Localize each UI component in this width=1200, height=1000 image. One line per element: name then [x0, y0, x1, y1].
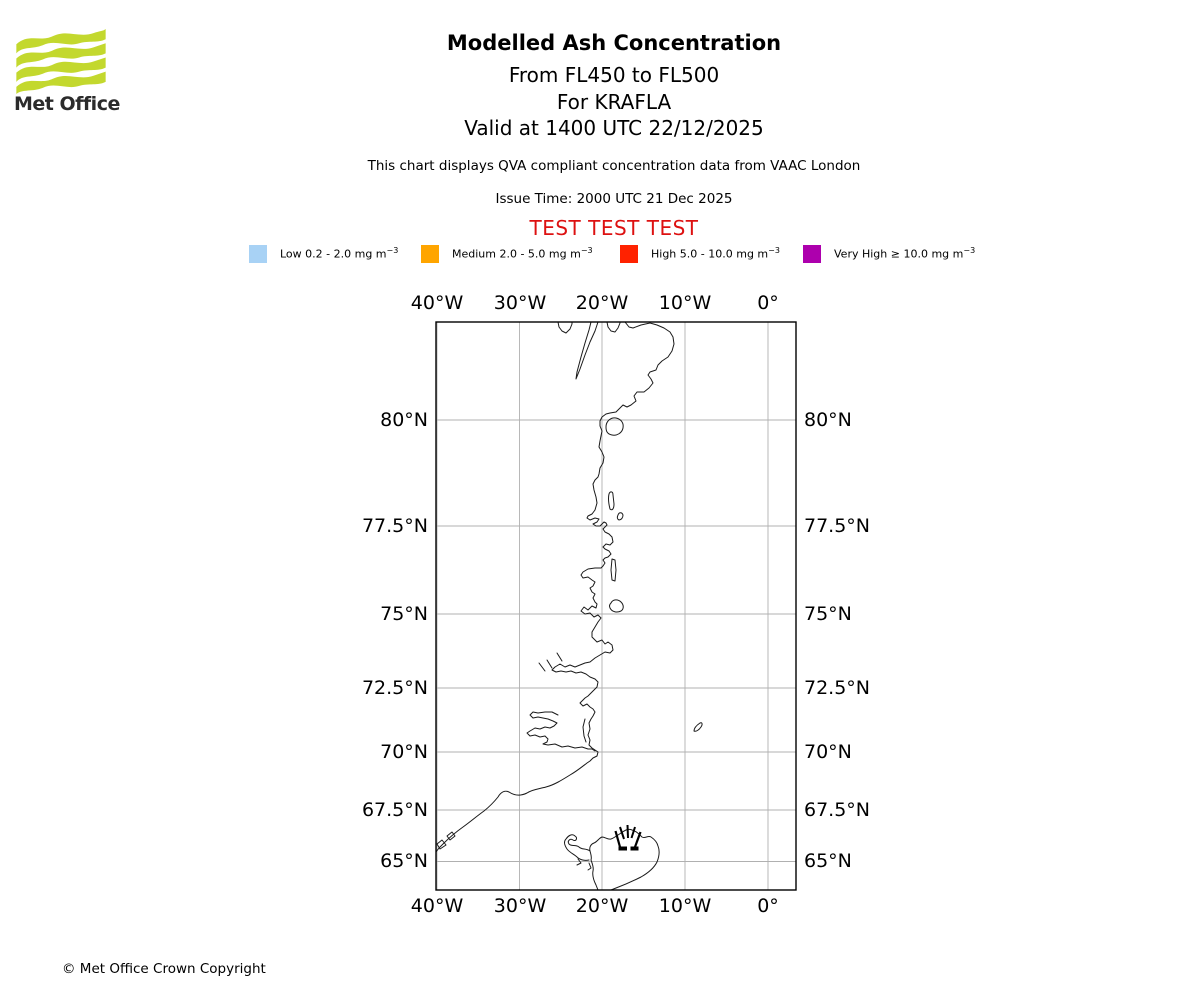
legend-label-very-high-sup: −3 [963, 246, 976, 256]
volcano-subtitle: For KRAFLA [556, 90, 672, 114]
graticule [436, 322, 796, 890]
lat-label-right-77-5n: 77.5°N [804, 515, 871, 537]
lat-label-right-70n: 70°N [804, 741, 852, 763]
sw-coast-edge [430, 852, 436, 856]
fjord-spike-2 [547, 660, 552, 668]
map [425, 315, 805, 900]
copyright-notice: © Met Office Crown Copyright [62, 961, 266, 977]
fjord-spike-1 [539, 663, 545, 671]
volcano-ray-right [632, 827, 636, 838]
high-swatch [620, 245, 638, 263]
lat-label-left-65n: 65°N [380, 850, 428, 872]
compliance-note: This chart displays QVA compliant concentration data from VAAC London [367, 158, 861, 174]
legend-item-low [249, 244, 398, 263]
page-title: Modelled Ash Concentration [446, 31, 782, 55]
very-high-swatch [803, 245, 821, 263]
lat-label-left-67-5n: 67.5°N [361, 799, 428, 821]
lon-label-top-40w: 40°W [410, 292, 464, 314]
lat-label-left-77-5n: 77.5°N [361, 515, 428, 537]
greenland-fjord-wedge [576, 322, 598, 379]
legend-label-high-sup: −3 [768, 246, 780, 256]
valid-time-subtitle: Valid at 1400 UTC 22/12/2025 [464, 116, 764, 140]
lat-label-right-75n: 75°N [804, 603, 852, 625]
lat-label-right-67-5n: 67.5°N [804, 799, 871, 821]
volcano-marker-krafla [616, 825, 641, 849]
lat-label-right-72-5n: 72.5°N [804, 677, 871, 699]
lon-label-bottom-0: 0° [757, 895, 779, 917]
jan-mayen-island [694, 723, 702, 732]
legend-item-high [620, 244, 780, 263]
iceland-spike-2 [588, 863, 591, 870]
lat-label-left-72-5n: 72.5°N [361, 677, 428, 699]
met-office-wordmark: Met Office [14, 93, 120, 115]
legend-label-very-high [834, 246, 975, 261]
volcano-ray-mid [628, 825, 629, 838]
lon-label-top-10w: 10°W [658, 292, 712, 314]
legend-label-very-high-text: Very High ≥ 10.0 mg m [834, 247, 964, 261]
issue-time-text: Issue Time: 2000 UTC 21 Dec 2025 [495, 191, 733, 207]
flight-level-subtitle: From FL450 to FL500 [508, 63, 720, 87]
inner-fjord-line [583, 719, 586, 742]
iceland-west-fjords [564, 835, 590, 861]
medium-swatch [421, 245, 439, 263]
island-76n-sliver [611, 559, 616, 581]
lon-label-top-0: 0° [757, 292, 779, 314]
island-78n-elongated [609, 492, 614, 510]
island-75n [610, 600, 624, 612]
low-swatch [249, 245, 267, 263]
greenland-top-notch-west [558, 322, 572, 333]
lon-label-top-30w: 30°W [493, 292, 547, 314]
greenland-coastline [436, 322, 674, 852]
legend-label-high [651, 246, 780, 261]
legend-label-medium-sup: −3 [580, 246, 593, 256]
legend-item-medium [421, 244, 593, 263]
lon-label-bottom-10w: 10°W [658, 895, 712, 917]
lon-label-bottom-20w: 20°W [575, 895, 629, 917]
lat-label-left-75n: 75°N [380, 603, 428, 625]
test-banner: TEST TEST TEST [529, 216, 699, 240]
legend-label-low [280, 246, 398, 261]
legend-label-low-text: Low 0.2 - 2.0 mg m [280, 247, 387, 261]
fjord-spike-3 [557, 653, 562, 661]
legend-item-very-high [803, 244, 975, 263]
lon-label-bottom-30w: 30°W [493, 895, 547, 917]
legend-label-medium-text: Medium 2.0 - 5.0 mg m [452, 247, 581, 261]
lon-label-bottom-40w: 40°W [410, 895, 464, 917]
volcano-left-flank [616, 831, 621, 847]
sw-islet-2 [437, 840, 446, 849]
island-78n-tiny [617, 513, 623, 520]
legend-label-medium [452, 246, 593, 261]
lon-label-top-20w: 20°W [575, 292, 629, 314]
volcano-right-flank [635, 832, 641, 847]
legend-label-high-text: High 5.0 - 10.0 mg m [651, 247, 769, 261]
greenland-top-notch-east [607, 322, 620, 332]
legend-label-low-sup: −3 [386, 246, 399, 256]
lat-label-right-80n: 80°N [804, 409, 852, 431]
map-frame [436, 322, 796, 890]
scoresby-fjords [527, 712, 595, 751]
lat-label-left-70n: 70°N [380, 741, 428, 763]
lat-label-left-80n: 80°N [380, 409, 428, 431]
coastlines [430, 322, 702, 890]
lat-label-right-65n: 65°N [804, 850, 852, 872]
